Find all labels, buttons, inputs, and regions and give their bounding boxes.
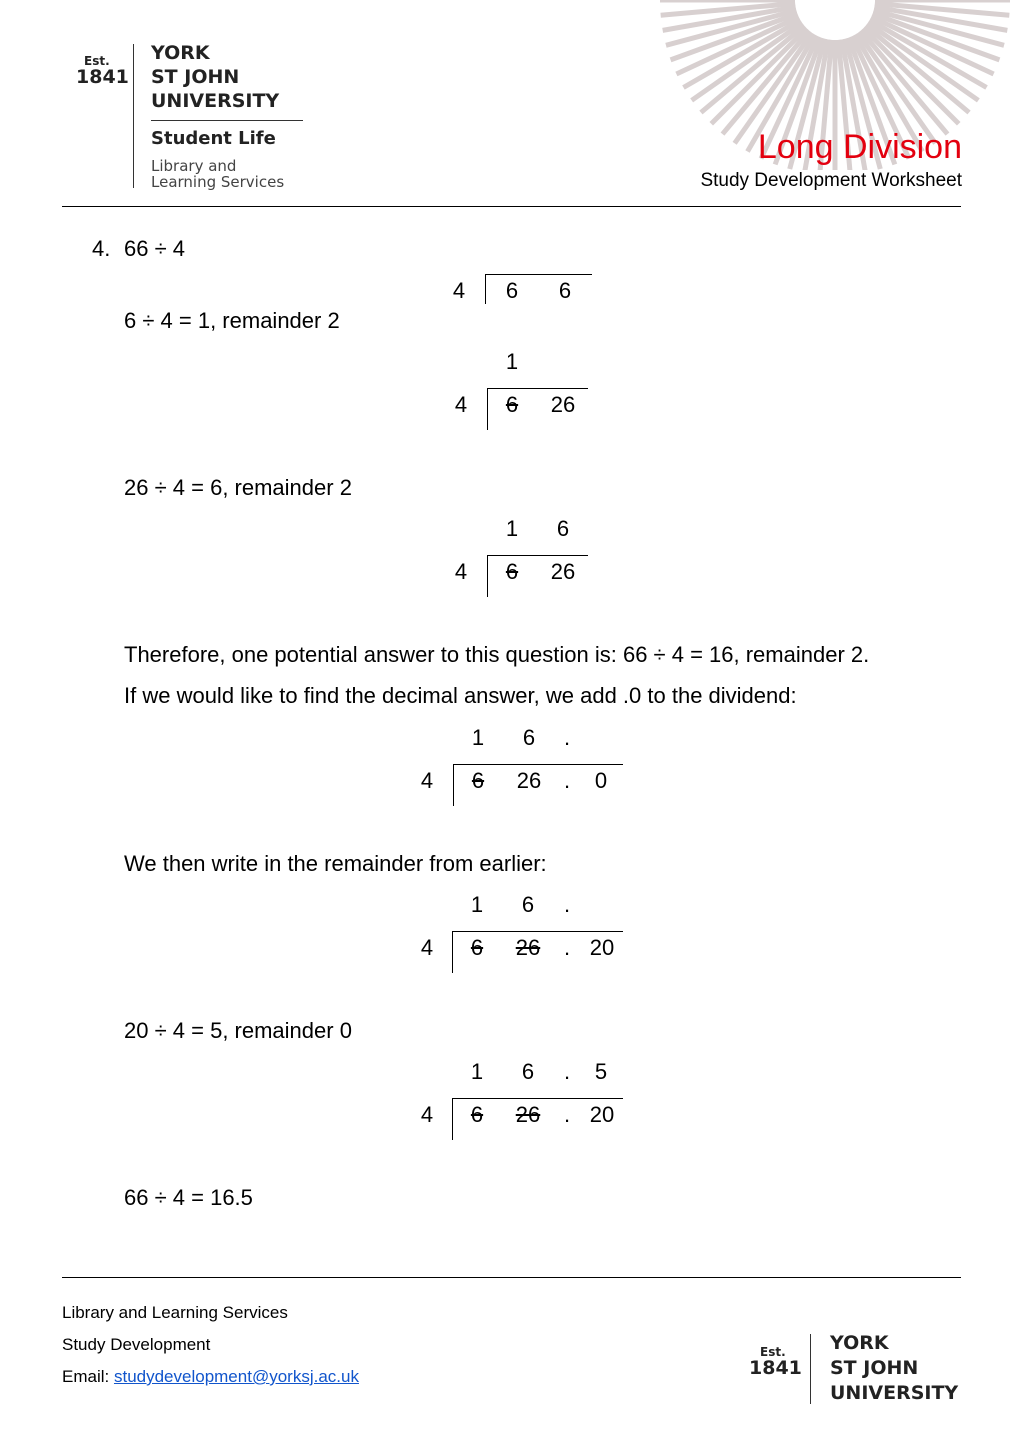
dividend-digit: 26 [516,768,542,793]
quotient-digit: 1 [505,516,519,541]
uni-line3: UNIVERSITY [830,1382,959,1404]
dividend-digit: 6 [470,1102,484,1127]
footer-rule [62,1277,961,1278]
division-bracket-horizontal [452,1098,623,1099]
dividend-digit: 6 [470,935,484,960]
est-year: 1841 [749,1357,802,1379]
decimal-intro-text: If we would like to find the decimal answer, we add .0 to the dividend: [124,683,797,708]
est-label: Est. [760,1345,786,1359]
dividend-digit: 6 [505,392,519,417]
lls-line1: Library and [151,157,237,175]
dividend-digit: 20 [589,935,615,960]
question-expression: 66 ÷ 4 [124,236,186,261]
final-answer: 66 ÷ 4 = 16.5 [124,1185,253,1210]
dividend-digit: 6 [505,559,519,584]
quotient-digit: 1 [470,892,484,917]
division-bracket-horizontal [487,388,588,389]
student-life-label: Student Life [151,128,276,149]
footer-email-row [62,1367,359,1387]
uni-line2: ST JOHN [151,66,240,88]
quotient-digit: . [563,1059,571,1084]
lls-line2: Learning Services [151,173,285,191]
divisor: 4 [420,935,434,960]
header-rule [62,206,961,207]
quotient-digit: 1 [470,1059,484,1084]
quotient-digit: 5 [594,1059,608,1084]
division-bracket-vertical [485,274,486,304]
question-number: 4. [92,236,111,261]
dividend-digit: 6 [471,768,485,793]
division-bracket-vertical [452,931,453,973]
division-bracket-vertical [487,555,488,597]
division-bracket-horizontal [487,555,588,556]
dividend-digit: 26 [550,559,576,584]
dividend-digit: 6 [558,278,572,303]
footer-line2: Study Development [62,1335,211,1354]
document-title: Long Division [757,128,962,166]
uni-line3: UNIVERSITY [151,90,280,112]
uni-line1: YORK [151,42,210,64]
uni-line2: ST JOHN [830,1357,919,1379]
step1-text: 6 ÷ 4 = 1, remainder 2 [124,308,340,333]
division-bracket-vertical [453,764,454,806]
quotient-digit: 1 [505,349,519,374]
footer-line1: Library and Learning Services [62,1303,288,1322]
est-label: Est. [84,54,110,68]
logo-divider [810,1334,811,1404]
conclusion-text: Therefore, one potential answer to this question is: 66 ÷ 4 = 16, remainder 2. [124,642,870,667]
divisor: 4 [420,1102,434,1127]
quotient-digit: 6 [522,725,536,750]
division-bracket-horizontal [485,274,592,275]
division-bracket-horizontal [452,931,623,932]
remainder-intro-text: We then write in the remainder from earlier: [124,851,547,876]
divisor: 4 [420,768,434,793]
dividend-digit: 26 [515,1102,541,1127]
quotient-digit: . [563,892,571,917]
dividend-digit: 26 [550,392,576,417]
division-bracket-vertical [487,388,488,430]
logo-divider [133,44,134,188]
step2-text: 26 ÷ 4 = 6, remainder 2 [124,475,352,500]
dividend-digit: 0 [594,768,608,793]
quotient-digit: 6 [556,516,570,541]
division-bracket-horizontal [453,764,623,765]
divisor: 4 [452,278,466,303]
dividend-digit: 6 [505,278,519,303]
dividend-digit: . [563,935,571,960]
step3-text: 20 ÷ 4 = 5, remainder 0 [124,1018,352,1043]
dividend-digit: . [563,1102,571,1127]
est-year: 1841 [76,66,129,88]
divisor: 4 [454,559,468,584]
dividend-digit: 20 [589,1102,615,1127]
division-bracket-vertical [452,1098,453,1140]
quotient-digit: . [563,725,571,750]
email-label: Email: [62,1367,114,1386]
uni-line1: YORK [830,1332,889,1354]
dividend-digit: . [563,768,571,793]
quotient-digit: 1 [471,725,485,750]
dividend-digit: 26 [515,935,541,960]
logo-underline [151,120,303,121]
quotient-digit: 6 [521,1059,535,1084]
divisor: 4 [454,392,468,417]
document-subtitle: Study Development Worksheet [700,170,962,191]
quotient-digit: 6 [521,892,535,917]
email-link[interactable]: studydevelopment@yorksj.ac.uk [113,1367,359,1386]
